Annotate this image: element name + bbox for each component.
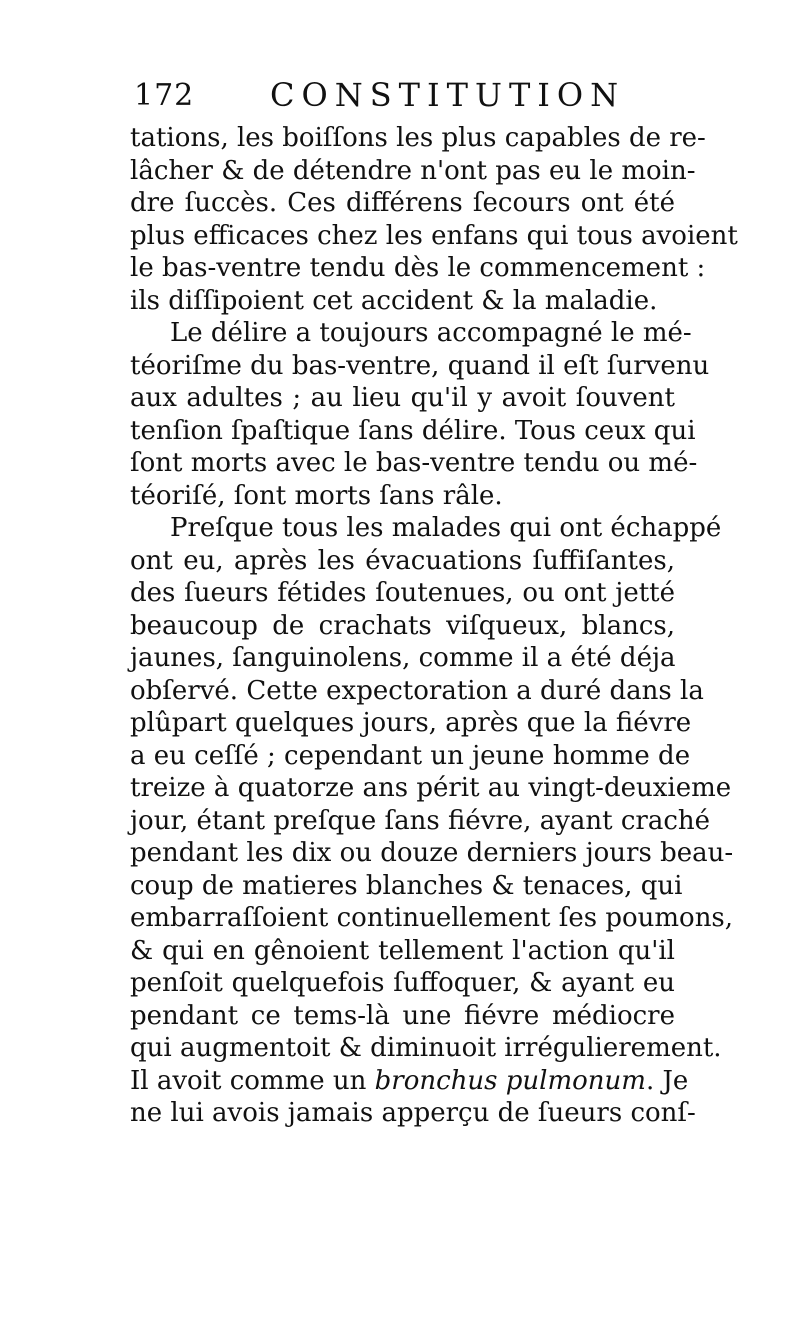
text-line: aux adultes ; au lieu qu'il y avoit ſouvent	[130, 383, 675, 413]
text-line: Preſque tous les malades qui ont échappé	[170, 513, 722, 543]
text-line: téoriſme du bas-ventre, quand il eſt ſurvenu	[130, 350, 710, 381]
text-line: dre ſuccès. Ces différens ſecours ont été	[130, 188, 675, 218]
body-text	[130, 122, 738, 1130]
text-line: jaunes, ſanguinolens, comme il a été déja	[130, 643, 676, 673]
text-line: plûpart quelques jours, après que la fiévre	[130, 708, 692, 738]
text-line: lâcher & de détendre n'ont pas eu le moin-	[130, 155, 696, 186]
text-line: plus efficaces chez les enfans qui tous avoient	[130, 220, 738, 251]
text-line: embarraſſoient continuellement ſes poumons,	[130, 903, 734, 933]
text-line: pendant les dix ou douze derniers jours beau-	[130, 838, 734, 868]
text-line: obſervé. Cette expectoration a duré dans la	[130, 675, 704, 706]
running-head	[130, 74, 690, 120]
text-line: treize à quatorze ans périt au vingt-deuxieme	[130, 773, 732, 803]
text-line: & qui en gênoient tellement l'action qu'il	[130, 935, 675, 966]
text-line: pendant ce tems-là une fiévre médiocre	[130, 1000, 675, 1031]
text-line: tations, les boiſſons les plus capables de re-	[130, 123, 706, 153]
text-line: a eu ceſſé ; cependant un jeune homme de	[130, 740, 691, 771]
text-line: téoriſé, ſont morts ſans râle.	[130, 480, 503, 511]
text-line: jour, étant preſque ſans fiévre, ayant craché	[130, 805, 711, 836]
text-line: ils diſſipoient cet accident & la maladie.	[130, 285, 658, 316]
text-line: penſoit quelquefois ſuffoquer, & ayant eu	[130, 968, 675, 998]
text-span: Il avoit comme un	[130, 1065, 375, 1096]
italic-latin-term: bronchus pulmonum	[374, 1065, 646, 1096]
page-number: 172	[134, 78, 195, 113]
running-title: CONSTITUTION	[270, 76, 626, 114]
text-line: beaucoup de crachats viſqueux, blancs,	[130, 610, 675, 641]
text-line: Le délire a toujours accompagné le mé-	[170, 318, 692, 348]
text-line: ne lui avois jamais apperçu de ſueurs conſ-	[130, 1098, 696, 1128]
text-line: qui augmentoit & diminuoit irrégulierement.	[130, 1033, 722, 1063]
text-line: ſont morts avec le bas-ventre tendu ou mé-	[130, 448, 698, 478]
text-span: . Je	[645, 1065, 689, 1096]
text-line: coup de matieres blanches & tenaces, qui	[130, 870, 683, 901]
text-line: tenſion ſpaſtique ſans délire. Tous ceux qui	[130, 415, 696, 446]
text-line: le bas-ventre tendu dès le commencement :	[130, 253, 706, 283]
text-line: des ſueurs fétides ſoutenues, ou ont jetté	[130, 578, 675, 608]
text-line: ont eu, après les évacuations ſuffiſantes,	[130, 545, 675, 576]
text-line-mixed	[130, 1065, 689, 1098]
